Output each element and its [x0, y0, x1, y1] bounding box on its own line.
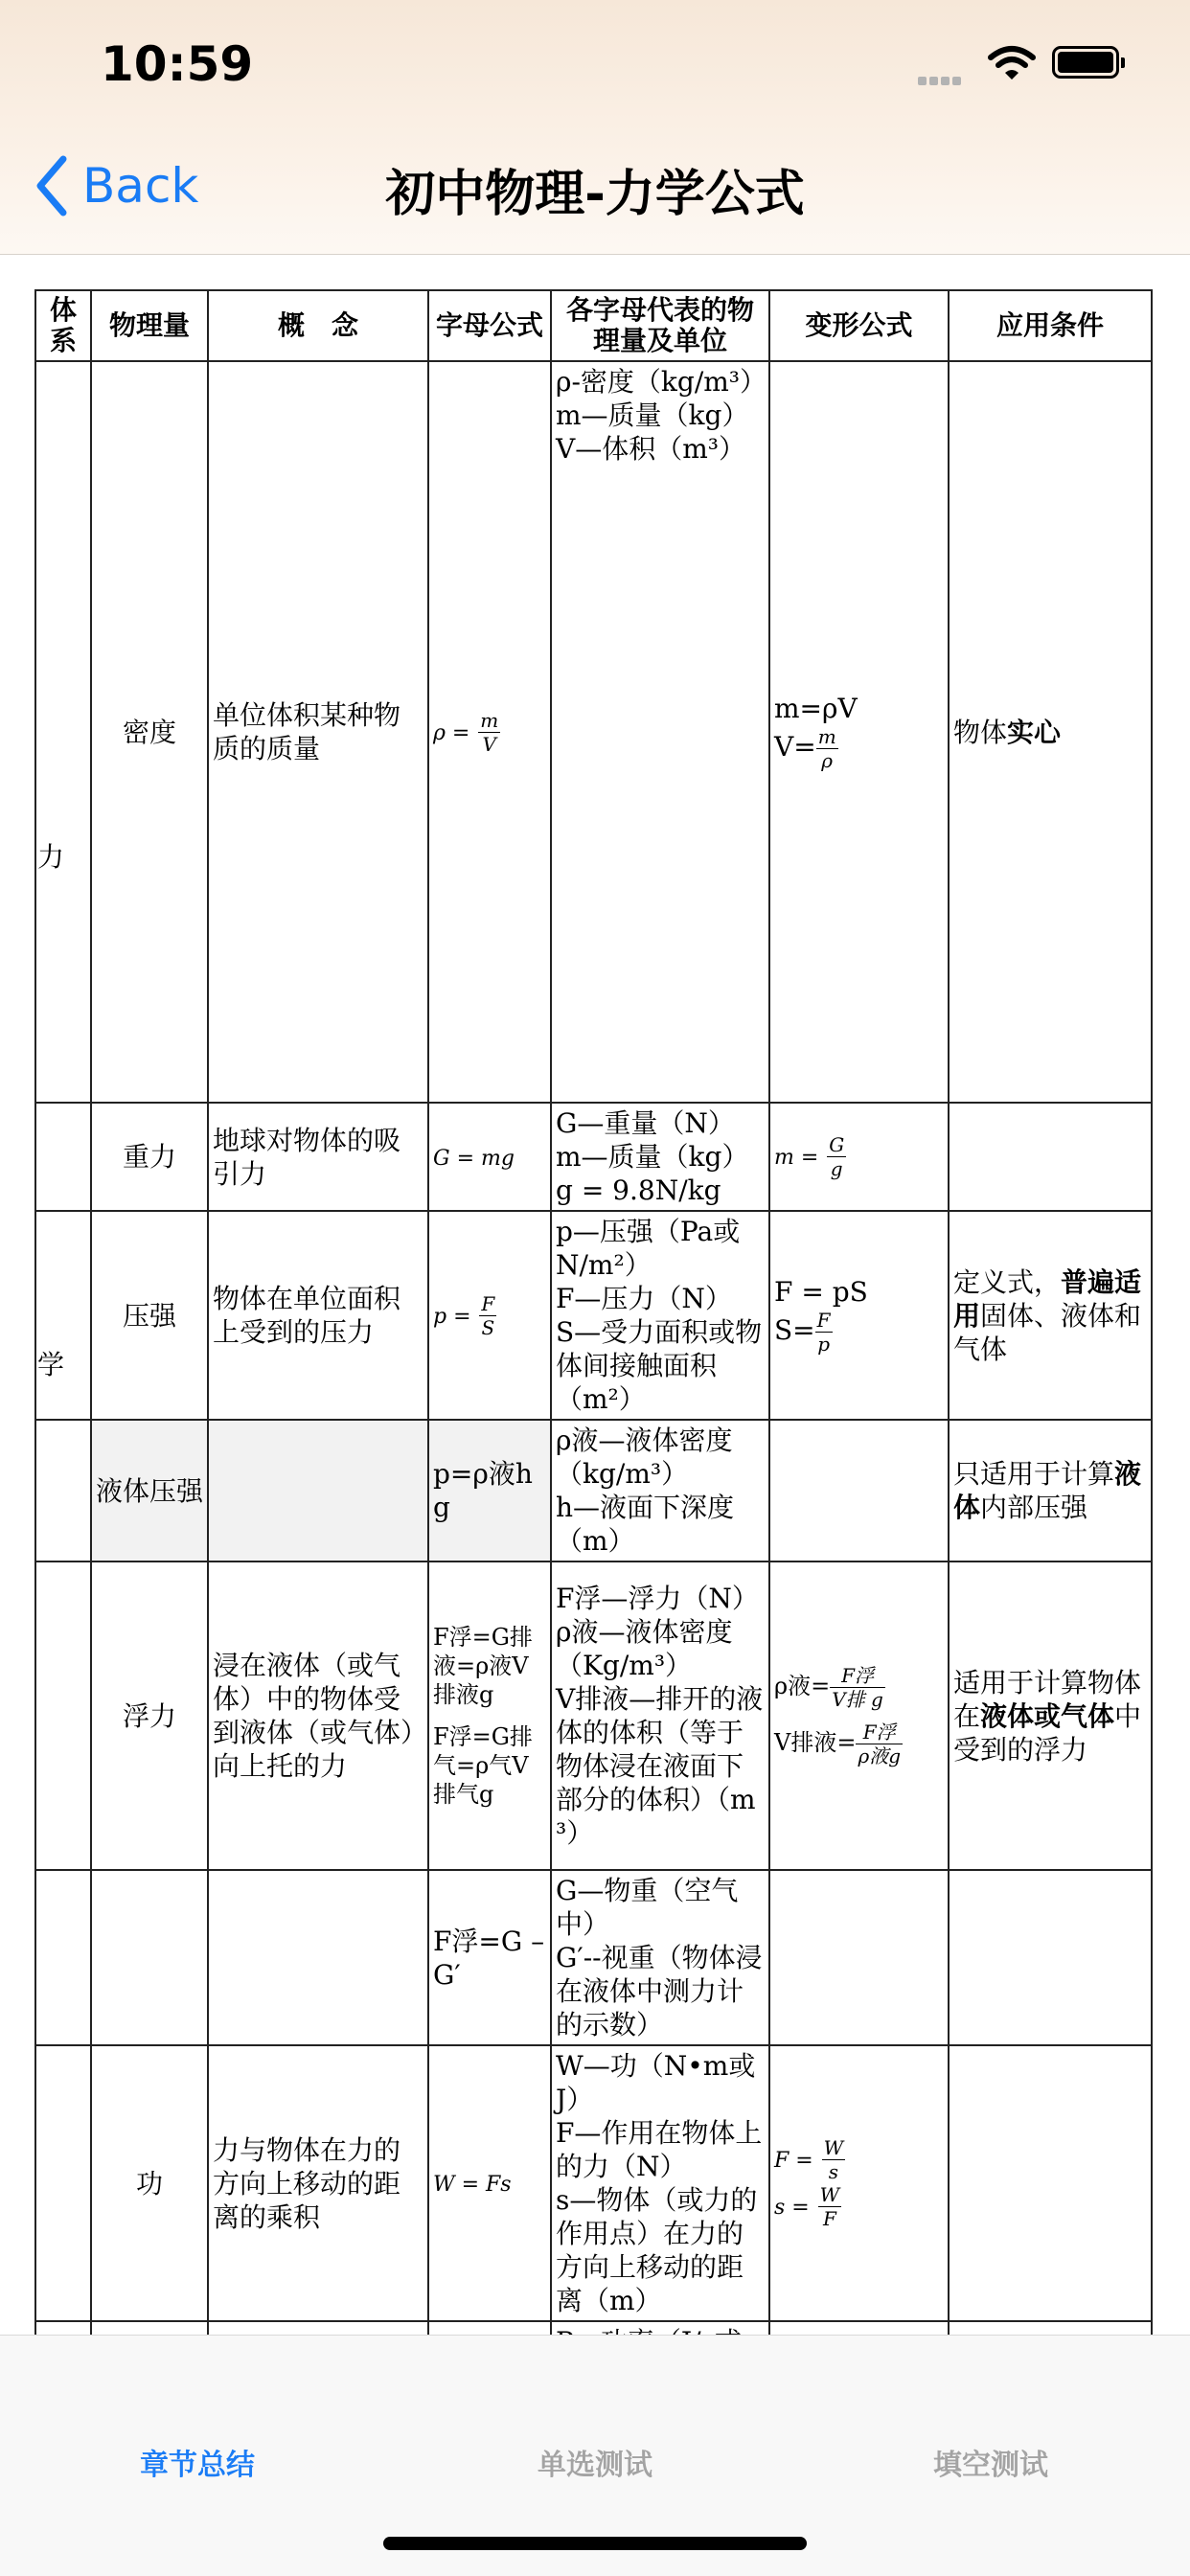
quantity-cell: 密度	[91, 361, 208, 1103]
condition-cell: 物体实心	[949, 361, 1152, 1103]
table-row	[35, 1562, 1152, 1870]
header-condition: 应用条件	[949, 290, 1152, 361]
quantity-cell: 压强	[91, 1211, 208, 1420]
units-cell: W—功（N•m或J） F—作用在物体上的力（N） s—物体（或力的作用点）在力的方向上移动的距离（m）	[551, 2045, 769, 2321]
table-row	[35, 1103, 1152, 1211]
condition-cell: 适用于计算物体在液体或气体中受到的浮力	[949, 1562, 1152, 1870]
units-cell: F浮—浮力（N） ρ液—液体密度（Kg/m³） V排液—排开的液体的体积（等于物体浸在液面下部分的体积）（m³）	[551, 1562, 769, 1870]
concept-cell: 地球对物体的吸引力	[208, 1103, 428, 1211]
table-row	[35, 2045, 1152, 2321]
table-header-row	[35, 290, 1152, 361]
system-label-bottom: 学	[37, 1349, 65, 1380]
page-title: 初中物理-力学公式	[385, 166, 805, 223]
units-cell: ρ-密度（kg/m³） m—质量（kg） V—体积（m³）	[551, 361, 769, 1103]
back-label: Back	[82, 158, 199, 214]
formula-table	[34, 289, 1153, 2437]
concept-cell: 单位体积某种物质的质量	[208, 361, 428, 1103]
formula-cell: G = mg	[428, 1103, 551, 1211]
variant-cell: m = $\frac{G}{g}$	[769, 1103, 949, 1211]
variant-cell: m=ρV V= $\frac{m}{\rho}$	[769, 361, 949, 1103]
home-indicator[interactable]	[383, 2537, 807, 2550]
battery-icon	[1052, 46, 1119, 79]
wifi-icon	[987, 44, 1037, 82]
concept-cell: 力与物体在力的方向上移动的距离的乘积	[208, 2045, 428, 2321]
tab-fill-blank-test[interactable]: 填空测试	[933, 2449, 1048, 2482]
variant-cell: ρ液= $\frac{\text{F浮}}{\text{V排 g}}$ V排液= $\frac{\text{F浮}}{\text{ρ液g}}$	[769, 1562, 949, 1870]
units-cell: p—压强（Pa或N/m²） F—压力（N） S—受力面积或物体间接触面积（m²）	[551, 1211, 769, 1420]
status-time: 10:59	[101, 36, 254, 92]
units-cell: G—重量（N） m—质量（kg） g = 9.8N/kg	[551, 1103, 769, 1211]
formula-cell: F浮=G排液=ρ液V排液g F浮=G排气=ρ气V排气g	[428, 1562, 551, 1870]
formula-cell: F浮=G –G′	[428, 1870, 551, 2045]
quantity-cell: 液体压强	[91, 1420, 208, 1562]
units-cell: G—物重（空气中） G′--视重（物体浸在液体中测力计的示数）	[551, 1870, 769, 2045]
tab-single-choice-test[interactable]: 单选测试	[538, 2449, 652, 2482]
formula-cell: p=ρ液hg	[428, 1420, 551, 1562]
header-units: 各字母代表的物理量及单位	[551, 290, 769, 361]
navigation-header	[0, 0, 1190, 255]
header-quantity: 物理量	[91, 290, 208, 361]
header-concept: 概 念	[208, 290, 428, 361]
formula-sheet	[34, 289, 1151, 2335]
table-row	[35, 1870, 1152, 2045]
table-row	[35, 1420, 1152, 1562]
table-row	[35, 361, 1152, 1103]
formula-cell: ρ = $\frac{m}{V}$	[428, 361, 551, 1103]
quantity-cell: 功	[91, 2045, 208, 2321]
table-row	[35, 1211, 1152, 1420]
formula-cell: W = Fs	[428, 2045, 551, 2321]
quantity-cell: 浮力	[91, 1562, 208, 1870]
fraction: $\frac{m}{V}$	[480, 708, 499, 756]
header-formula: 字母公式	[428, 290, 551, 361]
units-cell: ρ液—液体密度（kg/m³） h—液面下深度（m）	[551, 1420, 769, 1562]
tab-chapter-summary[interactable]: 章节总结	[140, 2449, 255, 2482]
concept-cell: 物体在单位面积上受到的压力	[208, 1211, 428, 1420]
formula-cell: p = $\frac{F}{S}$	[428, 1211, 551, 1420]
concept-cell: 浸在液体（或气体）中的物体受到液体（或气体）向上托的力	[208, 1562, 428, 1870]
condition-cell: 定义式，普遍适用固体、液体和气体	[949, 1211, 1152, 1420]
variant-cell: F = pS S= $\frac{F}{p}$	[769, 1211, 949, 1420]
cellular-signal-icon	[918, 71, 964, 89]
header-variant: 变形公式	[769, 290, 949, 361]
quantity-cell: 重力	[91, 1103, 208, 1211]
system-cell	[35, 361, 91, 1380]
condition-cell: 只适用于计算液体内部压强	[949, 1420, 1152, 1562]
variant-cell: F = $\frac{W}{s}$ s = $\frac{W}{F}$	[769, 2045, 949, 2321]
system-label-top: 力	[37, 841, 65, 873]
header-system: 体系	[35, 290, 91, 361]
